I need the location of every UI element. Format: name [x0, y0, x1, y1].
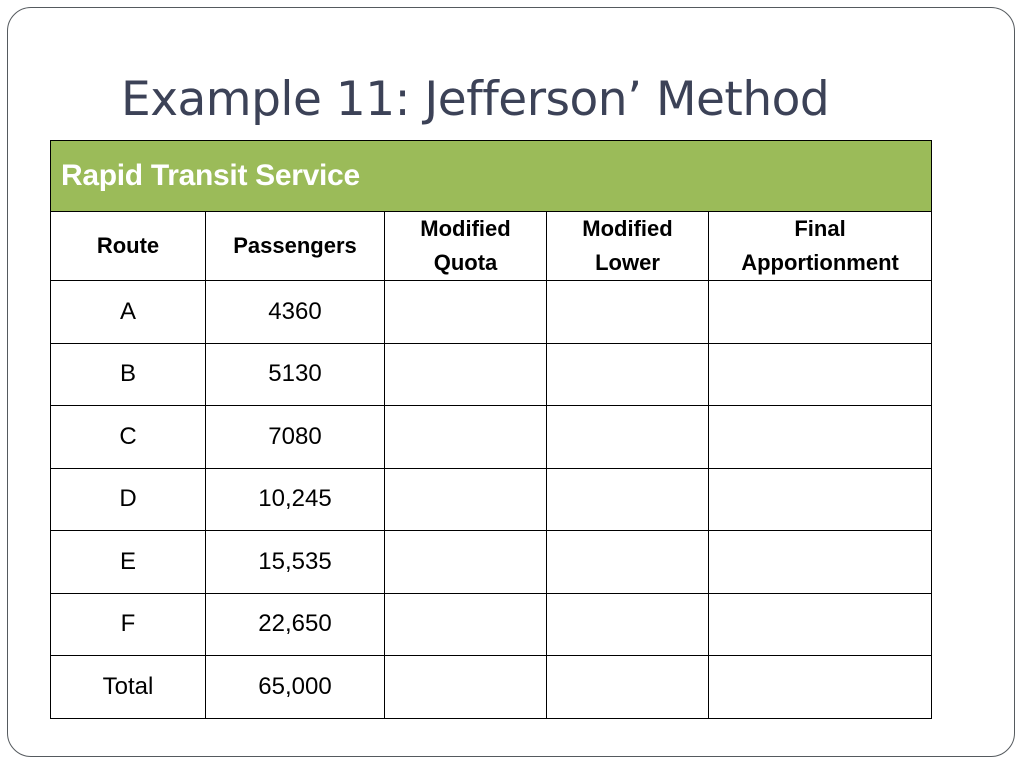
table-row	[51, 593, 932, 656]
modified-lower-cell	[547, 531, 709, 594]
modified-lower-cell	[547, 281, 709, 344]
passengers-cell: 15,535	[206, 531, 385, 594]
final-apportionment-cell	[709, 531, 932, 594]
column-header-final-apportionment: Final Apportionment	[709, 212, 932, 281]
table-row	[51, 343, 932, 406]
final-apportionment-cell	[709, 406, 932, 469]
modified-lower-cell	[547, 406, 709, 469]
route-cell: D	[51, 468, 206, 531]
modified-quota-cell	[385, 468, 547, 531]
table-header-row	[51, 212, 932, 281]
modified-quota-cell	[385, 656, 547, 719]
passengers-cell: 4360	[206, 281, 385, 344]
column-header-route: Route	[51, 212, 206, 281]
passengers-cell: 22,650	[206, 593, 385, 656]
route-cell: C	[51, 406, 206, 469]
route-cell: B	[51, 343, 206, 406]
modified-quota-cell	[385, 343, 547, 406]
modified-quota-cell	[385, 281, 547, 344]
modified-lower-cell	[547, 593, 709, 656]
modified-lower-cell	[547, 343, 709, 406]
column-header-modified-quota: Modified Quota	[385, 212, 547, 281]
route-cell: A	[51, 281, 206, 344]
table-row	[51, 531, 932, 594]
column-header-modified-lower: Modified Lower	[547, 212, 709, 281]
passengers-cell: 10,245	[206, 468, 385, 531]
route-cell: F	[51, 593, 206, 656]
modified-quota-cell	[385, 593, 547, 656]
modified-quota-cell	[385, 406, 547, 469]
final-apportionment-cell	[709, 281, 932, 344]
final-apportionment-cell	[709, 656, 932, 719]
modified-lower-cell	[547, 656, 709, 719]
final-apportionment-cell	[709, 593, 932, 656]
modified-lower-cell	[547, 468, 709, 531]
final-apportionment-cell	[709, 468, 932, 531]
apportionment-table	[50, 140, 932, 719]
slide-title: Example 11: Jefferson’ Method	[121, 72, 830, 127]
table-banner: Rapid Transit Service	[51, 141, 932, 212]
final-apportionment-cell	[709, 343, 932, 406]
modified-quota-cell	[385, 531, 547, 594]
table-row	[51, 281, 932, 344]
table-row-total	[51, 656, 932, 719]
passengers-cell: 7080	[206, 406, 385, 469]
passengers-cell: 65,000	[206, 656, 385, 719]
route-cell: E	[51, 531, 206, 594]
route-cell: Total	[51, 656, 206, 719]
table-row	[51, 468, 932, 531]
table-banner-row	[51, 141, 932, 212]
passengers-cell: 5130	[206, 343, 385, 406]
column-header-passengers: Passengers	[206, 212, 385, 281]
table-row	[51, 406, 932, 469]
